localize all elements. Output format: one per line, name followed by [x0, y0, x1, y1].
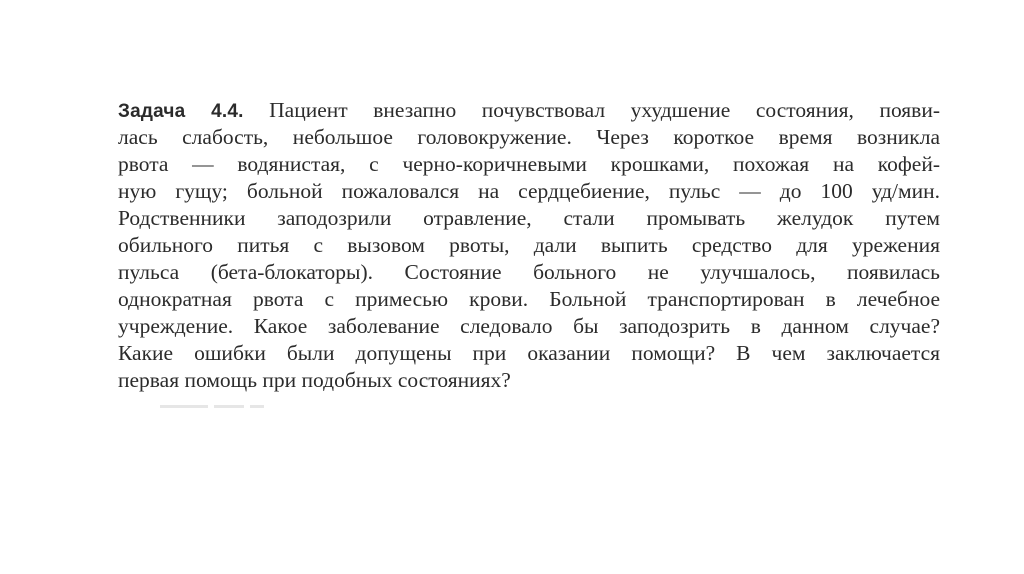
text-line-6: обильного питья с вызовом рвоты, дали выпить средство для урежения	[118, 233, 940, 257]
text-line-1-body: Пациент внезапно почувствовал ухудшение состояния, появи-	[269, 98, 940, 122]
text-line-9: учреждение. Какое заболевание следовало бы заподозрить в данном случае?	[118, 314, 940, 338]
cut-off-next-line-remnant	[160, 405, 310, 415]
text-line-2: лась слабость, небольшое головокружение. Через короткое время возникла	[118, 125, 940, 149]
remnant-mark	[160, 405, 208, 408]
remnant-mark	[214, 405, 244, 408]
task-text-block	[118, 97, 940, 394]
remnant-mark	[250, 405, 264, 408]
text-line-11: первая помощь при подобных состояниях?	[118, 368, 511, 392]
text-line-10: Какие ошибки были допущены при оказании помощи? В чем заключается	[118, 341, 940, 365]
text-line-5: Родственники заподозрили отравление, стали промывать желудок путем	[118, 206, 940, 230]
text-line-3: рвота — водянистая, с черно-коричневыми крошками, похожая на кофей-	[118, 152, 940, 176]
text-line-8: однократная рвота с примесью крови. Больной транспортирован в лечебное	[118, 287, 940, 311]
text-line-1	[118, 97, 940, 124]
task-title: Задача 4.4.	[118, 101, 244, 122]
text-line-7: пульса (бета-блокаторы). Состояние больного не улучшалось, появилась	[118, 260, 940, 284]
text-line-4: ную гущу; больной пожаловался на сердцебиение, пульс — до 100 уд/мин.	[118, 179, 940, 203]
